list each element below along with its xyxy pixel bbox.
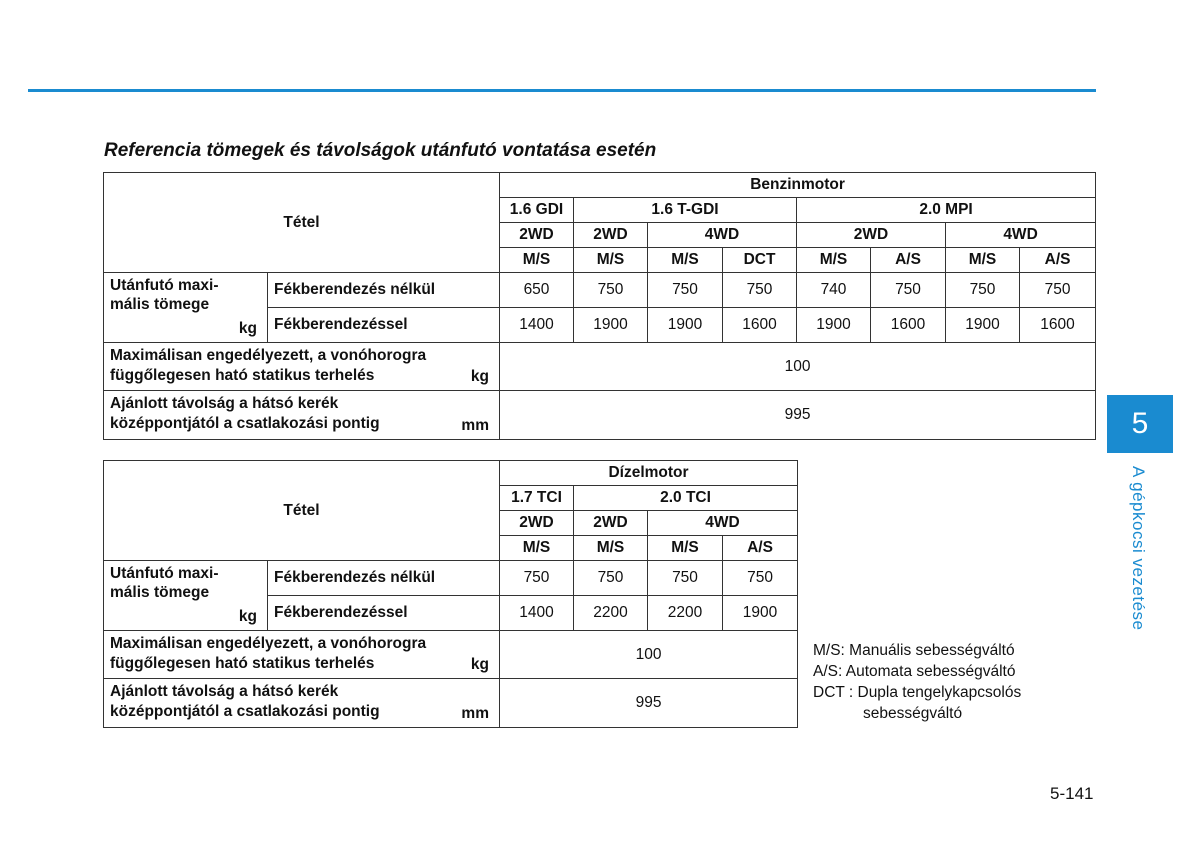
trailer-mass-label-cell	[104, 273, 268, 343]
section-title: Referencia tömegek és távolságok utánfutó vontatása esetén	[104, 140, 657, 161]
value-cell: 750	[500, 561, 574, 596]
legend-dct: DCT : Dupla tengelykapcsolós	[813, 684, 1022, 701]
value-cell: 1900	[574, 308, 648, 343]
value-cell: 1600	[1020, 308, 1096, 343]
gearbox-header: A/S	[1020, 248, 1096, 273]
unit-label: mm	[461, 705, 489, 722]
value-cell: 750	[648, 561, 723, 596]
trailer-mass-label: Utánfutó maxi- mális tömege	[110, 565, 219, 601]
distance-label: Ajánlott távolság a hátsó kerék középpontjától a csatlakozási pontig	[110, 683, 380, 720]
legend-as: A/S: Automata sebességváltó	[813, 663, 1016, 680]
gearbox-header: M/S	[648, 536, 723, 561]
trailer-mass-label: Utánfutó maxi- mális tömege	[110, 277, 219, 313]
drive-header: 2WD	[500, 511, 574, 536]
unit-label: kg	[470, 656, 489, 673]
value-cell: 1900	[797, 308, 871, 343]
top-rule	[28, 89, 1096, 92]
value-cell: 750	[574, 273, 648, 308]
value-cell: 1900	[946, 308, 1020, 343]
with-brakes-label: Fékberendezéssel	[268, 596, 500, 631]
gearbox-header: M/S	[500, 536, 574, 561]
item-header: Tétel	[104, 461, 500, 561]
vertical-load-value: 100	[500, 631, 798, 679]
page-number: 5-141	[1050, 784, 1094, 803]
model-header: 1.6 GDI	[500, 198, 574, 223]
legend-ms: M/S: Manuális sebességváltó	[813, 642, 1015, 659]
value-cell: 650	[500, 273, 574, 308]
unit-label: kg	[238, 608, 257, 625]
value-cell: 750	[871, 273, 946, 308]
drive-header: 4WD	[648, 511, 798, 536]
vertical-load-label: Maximálisan engedélyezett, a vonóhorogra függőlegesen ható statikus terhelés	[110, 347, 427, 384]
with-brakes-label: Fékberendezéssel	[268, 308, 500, 343]
value-cell: 1600	[871, 308, 946, 343]
drive-header: 2WD	[500, 223, 574, 248]
without-brakes-label: Fékberendezés nélkül	[268, 561, 500, 596]
gearbox-header: M/S	[500, 248, 574, 273]
legend-dct-cont: sebességváltó	[863, 705, 963, 722]
value-cell: 750	[1020, 273, 1096, 308]
drive-header: 2WD	[797, 223, 946, 248]
gearbox-header: DCT	[723, 248, 797, 273]
engine-header: Dízelmotor	[500, 461, 798, 486]
distance-label: Ajánlott távolság a hátsó kerék középpontjától a csatlakozási pontig	[110, 395, 380, 432]
value-cell: 750	[648, 273, 723, 308]
diesel-table	[103, 460, 798, 728]
model-header: 2.0 MPI	[797, 198, 1096, 223]
gearbox-header: A/S	[871, 248, 946, 273]
value-cell: 750	[574, 561, 648, 596]
value-cell: 2200	[574, 596, 648, 631]
drive-header: 4WD	[648, 223, 797, 248]
drive-header: 2WD	[574, 223, 648, 248]
distance-label-cell	[104, 391, 500, 440]
value-cell: 1900	[648, 308, 723, 343]
drive-header: 4WD	[946, 223, 1096, 248]
unit-label: mm	[461, 417, 489, 434]
value-cell: 750	[723, 273, 797, 308]
chapter-label: A gépkocsi vezetése	[1129, 466, 1148, 631]
unit-label: kg	[470, 368, 489, 385]
chapter-tab: 5	[1107, 395, 1173, 453]
gearbox-header: M/S	[574, 248, 648, 273]
vertical-load-label-cell	[104, 631, 500, 679]
model-header: 2.0 TCI	[574, 486, 798, 511]
distance-label-cell	[104, 679, 500, 728]
model-header: 1.7 TCI	[500, 486, 574, 511]
vertical-load-value: 100	[500, 343, 1096, 391]
distance-value: 995	[500, 391, 1096, 440]
value-cell: 1400	[500, 308, 574, 343]
value-cell: 740	[797, 273, 871, 308]
model-header: 1.6 T-GDI	[574, 198, 797, 223]
gearbox-header: M/S	[797, 248, 871, 273]
value-cell: 1900	[723, 596, 798, 631]
value-cell: 750	[946, 273, 1020, 308]
gearbox-header: M/S	[946, 248, 1020, 273]
value-cell: 1400	[500, 596, 574, 631]
without-brakes-label: Fékberendezés nélkül	[268, 273, 500, 308]
gearbox-header: M/S	[648, 248, 723, 273]
drive-header: 2WD	[574, 511, 648, 536]
item-header: Tétel	[104, 173, 500, 273]
distance-value: 995	[500, 679, 798, 728]
vertical-load-label-cell	[104, 343, 500, 391]
trailer-mass-label-cell	[104, 561, 268, 631]
value-cell: 750	[723, 561, 798, 596]
petrol-table	[103, 172, 1096, 440]
abbreviation-legend	[813, 640, 1021, 724]
vertical-load-label: Maximálisan engedélyezett, a vonóhorogra függőlegesen ható statikus terhelés	[110, 635, 427, 672]
value-cell: 2200	[648, 596, 723, 631]
gearbox-header: M/S	[574, 536, 648, 561]
unit-label: kg	[238, 320, 257, 337]
gearbox-header: A/S	[723, 536, 798, 561]
engine-header: Benzinmotor	[500, 173, 1096, 198]
value-cell: 1600	[723, 308, 797, 343]
